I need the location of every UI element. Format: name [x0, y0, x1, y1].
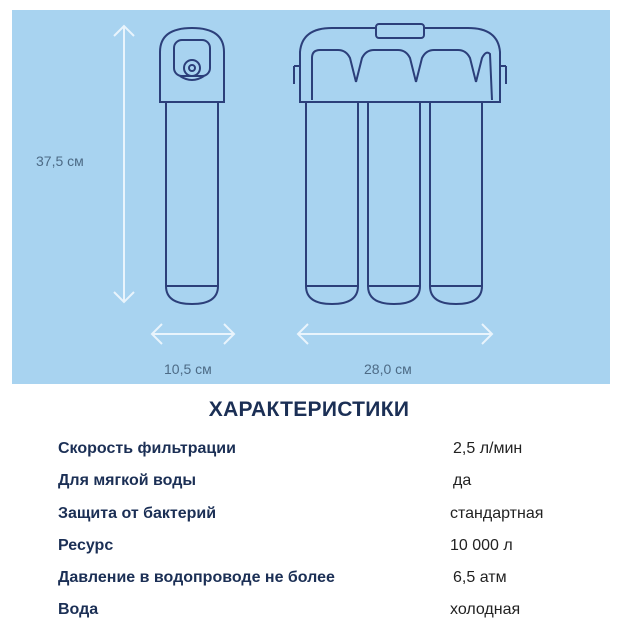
spec-label: Ресурс — [58, 537, 114, 554]
height-dimension-arrow — [114, 26, 134, 302]
spec-value: да — [453, 472, 472, 489]
filter-illustration — [12, 10, 610, 384]
spec-row — [0, 505, 618, 529]
spec-row — [0, 440, 618, 464]
spec-value: 10 000 л — [450, 537, 513, 554]
single-width-dimension-arrow — [152, 324, 234, 344]
single-filter-drawing — [160, 28, 224, 304]
specs-heading: ХАРАКТЕРИСТИКИ — [208, 398, 410, 421]
spec-row — [0, 569, 618, 593]
triple-width-label: 28,0 см — [364, 361, 412, 377]
spec-row — [0, 601, 618, 625]
spec-value: стандартная — [450, 505, 544, 522]
spec-label: Давление в водопроводе не более — [58, 569, 335, 586]
spec-label: Для мягкой воды — [58, 472, 197, 489]
triple-filter-drawing — [294, 24, 506, 304]
spec-value: 6,5 атм — [453, 569, 507, 586]
spec-row — [0, 472, 618, 496]
triple-width-dimension-arrow — [298, 324, 492, 344]
spec-value: холодная — [450, 601, 521, 618]
spec-row — [0, 537, 618, 561]
single-width-label: 10,5 см — [164, 361, 212, 377]
spec-value: 2,5 л/мин — [453, 440, 523, 457]
product-diagram — [12, 10, 610, 384]
spec-label: Защита от бактерий — [58, 505, 217, 522]
height-label: 37,5 см — [36, 153, 84, 169]
spec-label: Скорость фильтрации — [58, 440, 236, 457]
spec-label: Вода — [58, 601, 99, 618]
